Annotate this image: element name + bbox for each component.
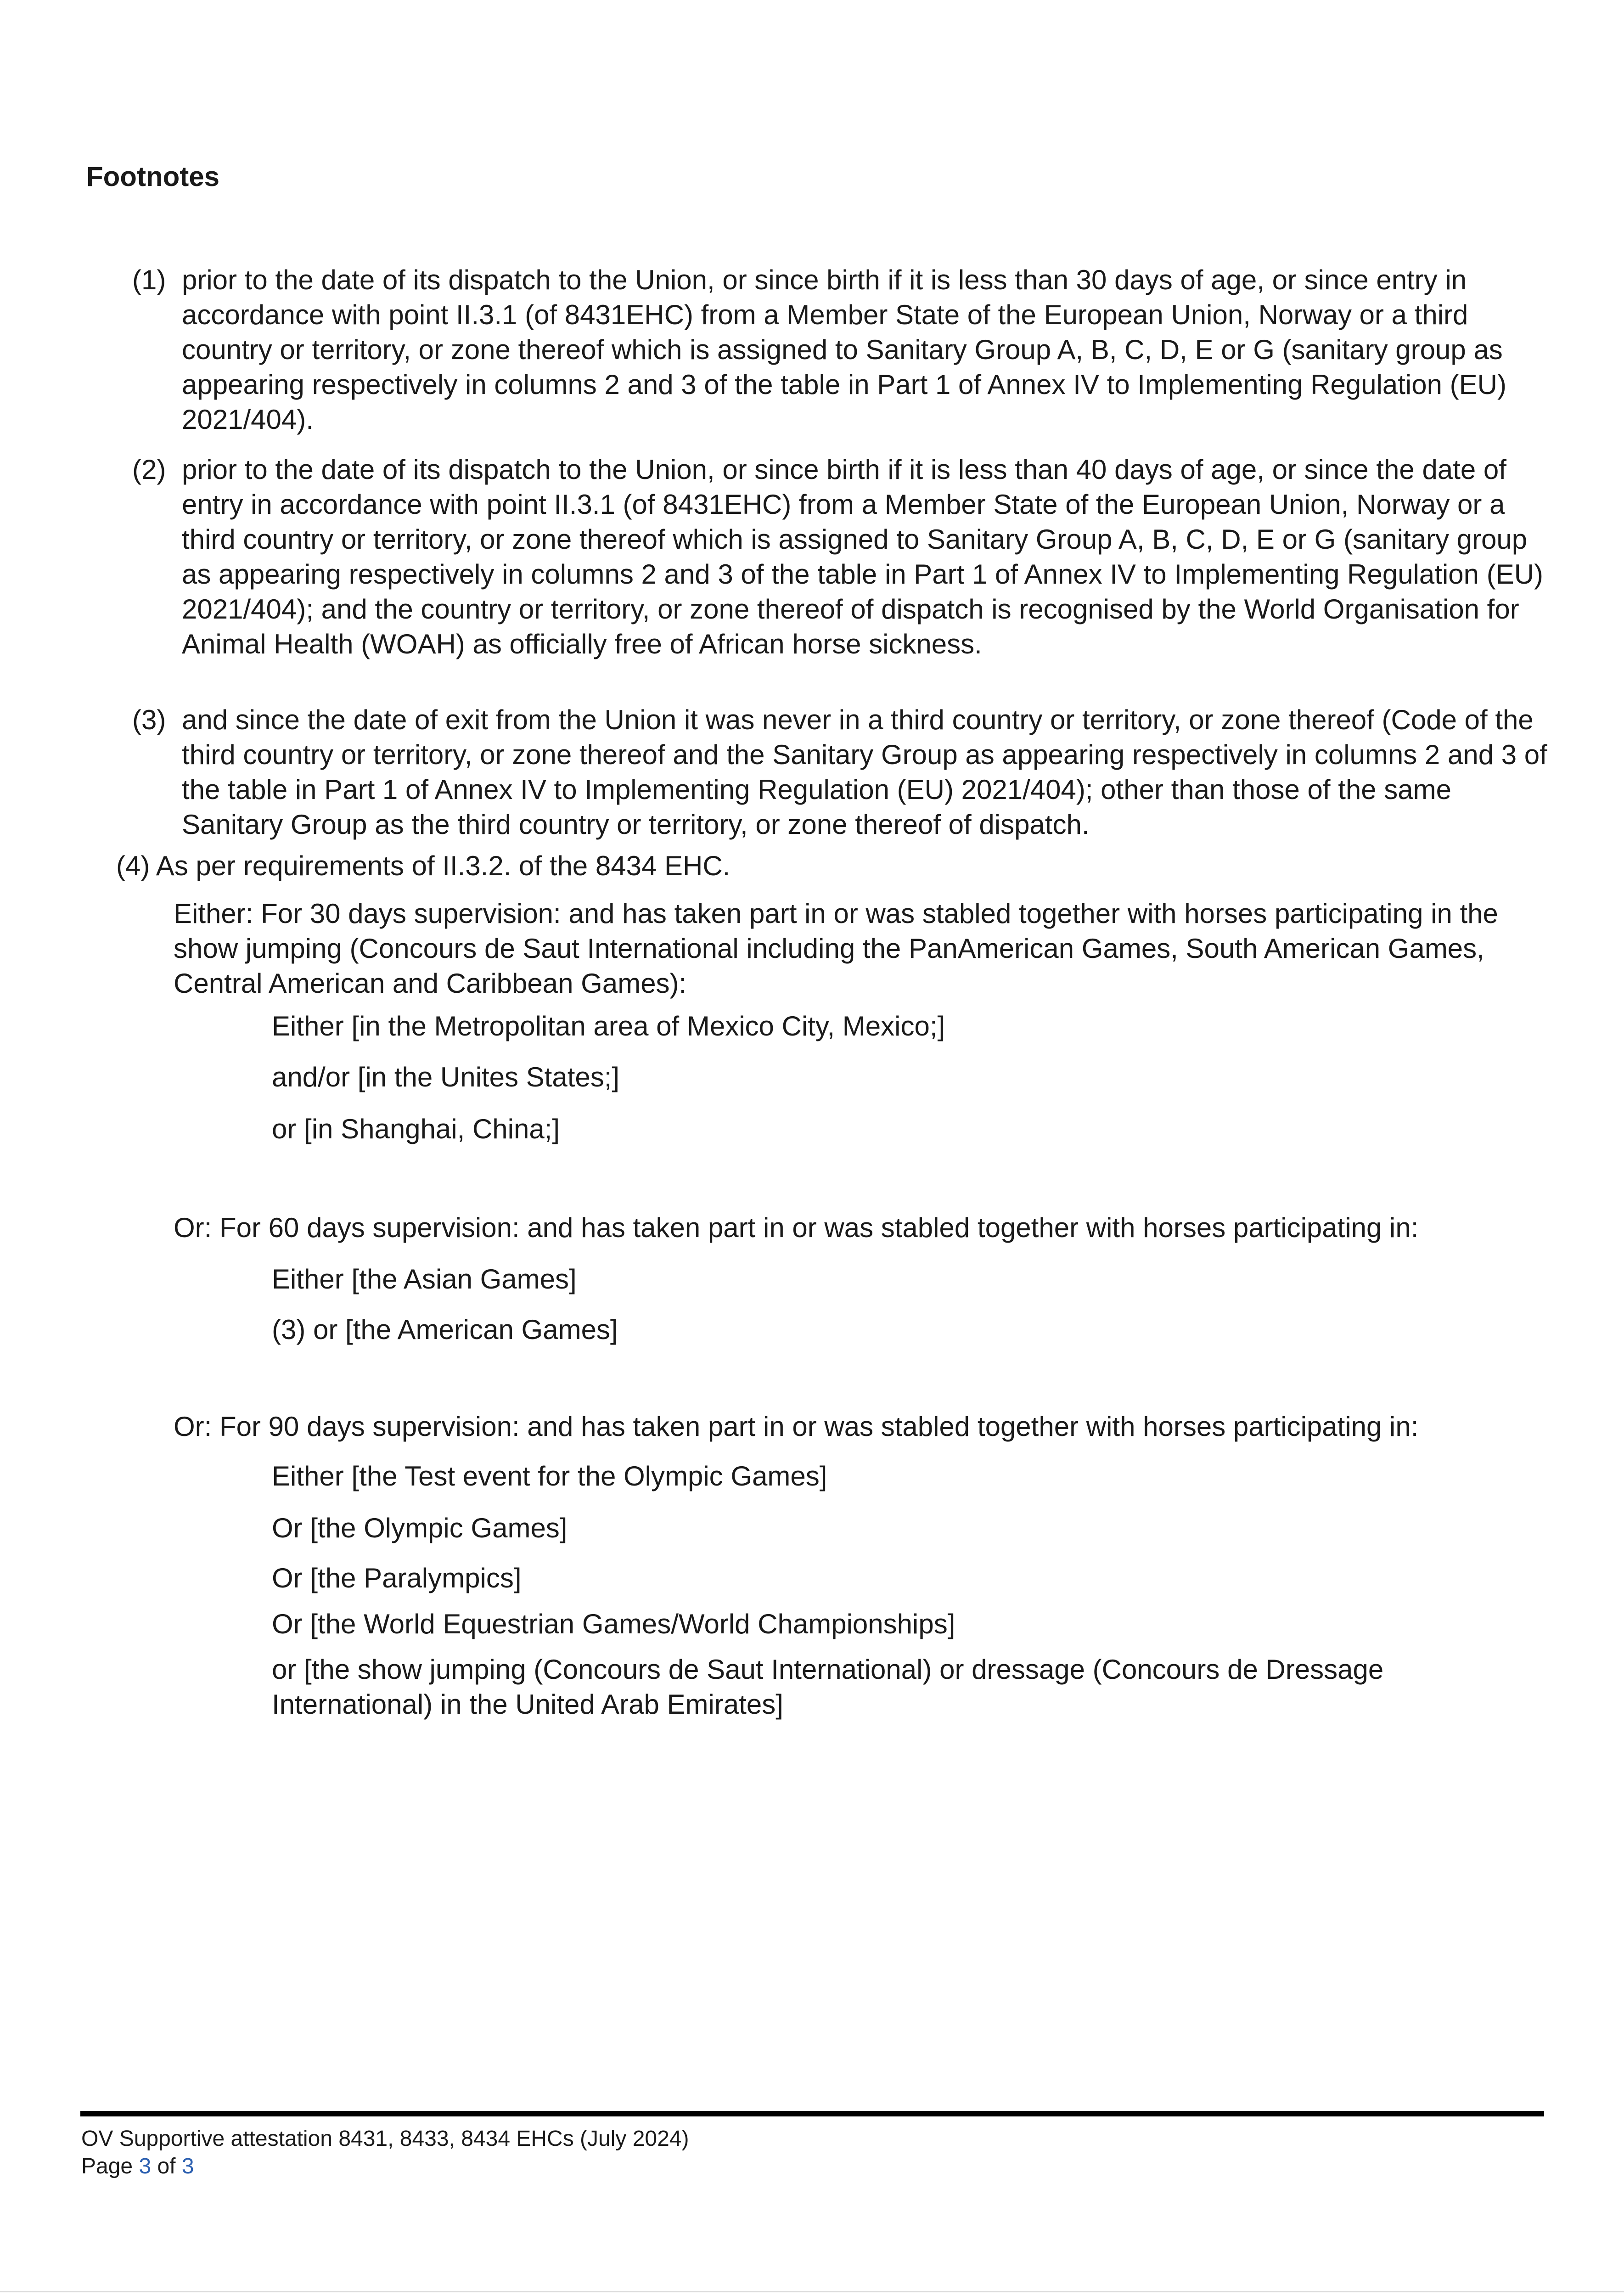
page-total: 3 [181, 2154, 194, 2178]
page-current: 3 [139, 2154, 152, 2178]
footnote-number: (3) [132, 704, 166, 735]
page-prefix: Page [81, 2154, 139, 2178]
footnote-1 [132, 263, 1551, 437]
option-90-item: Or [the Olympic Games] [272, 1513, 568, 1543]
option-90-days-intro: Or: For 90 days supervision: and has taken part in or was stabled together with horses participating in: [174, 1411, 1419, 1442]
option-90-item: Or [the Paralympics] [272, 1563, 522, 1593]
footer-divider [80, 2111, 1544, 2116]
footnote-number: (2) [132, 454, 166, 485]
footer-page-indicator [81, 2153, 194, 2180]
option-60-item: (3) or [the American Games] [272, 1314, 618, 1345]
footnote-4-heading: (4) As per requirements of II.3.2. of the 8434 EHC. [116, 850, 731, 881]
option-30-item: or [in Shanghai, China;] [272, 1114, 560, 1144]
footnote-text: prior to the date of its dispatch to the Union, or since birth if it is less than 40 days of age, or since the date of entry in accordance with point II.3.1 (of 8431EHC) from a Member State of the European Union, Norway or a third country or territory, or zone thereof which is assigned to Sanitary Group A, B, C, D, E or G (sanitary group as appearing respectively in columns 2 and 3 of the table in Part 1 of Annex IV to Implementing Regulation (EU) 2021/404); and the country or territory, or zone thereof of dispatch is recognised by the World Organisation for Animal Health (WOAH) as officially free of African horse sickness. [182, 454, 1544, 659]
option-90-item: or [the show jumping (Concours de Saut International) or dressage (Concours de Dressage International) in the United Arab Emirates] [272, 1654, 1384, 1720]
option-90-item: Or [the World Equestrian Games/World Championships] [272, 1609, 955, 1639]
footnote-number: (1) [132, 264, 166, 295]
scan-bottom-edge [0, 2291, 1624, 2292]
option-60-item: Either [the Asian Games] [272, 1264, 577, 1294]
option-60-days-intro: Or: For 60 days supervision: and has taken part in or was stabled together with horses participating in: [174, 1212, 1419, 1243]
footnote-text: prior to the date of its dispatch to the Union, or since birth if it is less than 30 days of age, or since entry in accordance with point II.3.1 (of 8431EHC) from a Member State of the European Union, Norway or a third country or territory, or zone thereof which is assigned to Sanitary Group A, B, C, D, E or G (sanitary group as appearing respectively in columns 2 and 3 of the table in Part 1 of Annex IV to Implementing Regulation (EU) 2021/404). [182, 264, 1506, 435]
footnote-2 [132, 452, 1551, 662]
page-of: of [151, 2154, 182, 2178]
footnote-3 [132, 703, 1551, 842]
page-title: Footnotes [86, 161, 219, 192]
footer-document-title: OV Supportive attestation 8431, 8433, 8434 EHCs (July 2024) [81, 2127, 689, 2151]
option-30-days-intro: Either: For 30 days supervision: and has taken part in or was stabled together with horses participating in the show jumping (Concours de Saut International including the PanAmerican Games, South American Games, Central American and Caribbean Games): [174, 898, 1498, 999]
option-30-item: and/or [in the Unites States;] [272, 1062, 620, 1092]
option-30-item: Either [in the Metropolitan area of Mexico City, Mexico;] [272, 1011, 945, 1041]
option-90-item: Either [the Test event for the Olympic Games] [272, 1461, 827, 1491]
footnote-text: and since the date of exit from the Union it was never in a third country or territory, or zone thereof (Code of the third country or territory, or zone thereof and the Sanitary Group as appearing respectively in columns 2 and 3 of the table in Part 1 of Annex IV to Implementing Regulation (EU) 2021/404); other than those of the same Sanitary Group as the third country or territory, or zone thereof of dispatch. [182, 704, 1547, 840]
